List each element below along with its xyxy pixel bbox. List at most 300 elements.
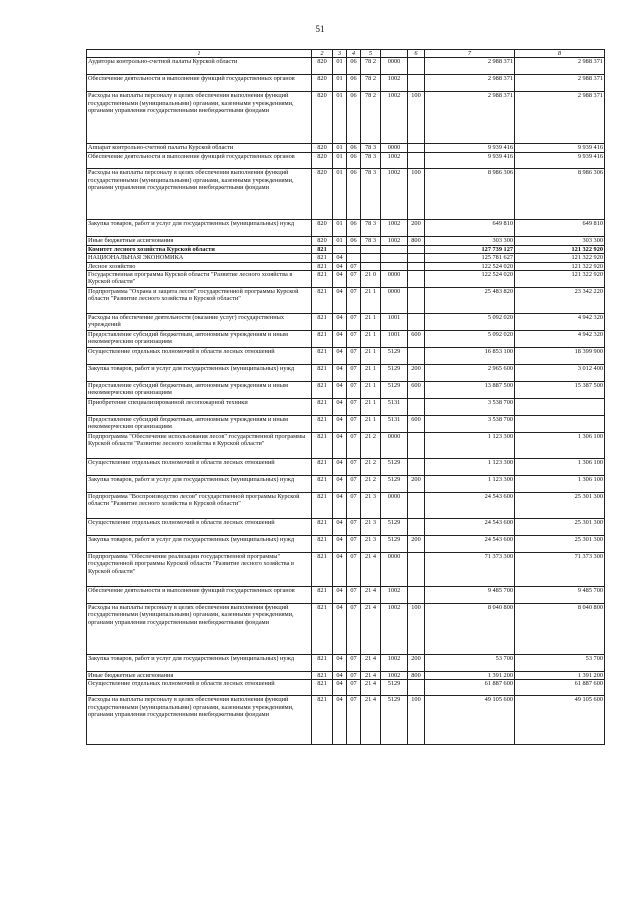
row-ministry-code: 821 [312, 365, 333, 382]
row-amount-year2: 2 988 371 [515, 75, 605, 92]
row-amount-year1: 1 123 300 [425, 433, 515, 459]
row-expense-type [408, 519, 425, 536]
row-subsection-code: 07 [347, 672, 361, 680]
row-subsection-code: 07 [347, 314, 361, 331]
row-name: Расходы на выплаты персоналу в целях обеспечения выполнения функций государственными (муниципальными) органами, казенными учреждениями, органами управления государственными внебюджетными фондами [87, 604, 312, 655]
row-amount-year2: 25 301 300 [515, 493, 605, 519]
row-program-code: 21 1 [361, 314, 381, 331]
row-expense-type [408, 459, 425, 476]
row-subsection-code: 07 [347, 382, 361, 399]
row-expense-type: 200 [408, 220, 425, 237]
row-ministry-code: 821 [312, 331, 333, 348]
row-amount-year1: 24 543 600 [425, 493, 515, 519]
row-ministry-code: 820 [312, 169, 333, 220]
row-subsection-code: 07 [347, 519, 361, 536]
row-direction-code: 0000 [381, 144, 408, 153]
row-amount-year2: 15 387 500 [515, 382, 605, 399]
row-ministry-code: 821 [312, 672, 333, 680]
row-program-code: 78 2 [361, 75, 381, 92]
row-direction-code: 1001 [381, 314, 408, 331]
row-name: Предоставление субсидий бюджетным, автономным учреждениям и иным некоммерческим организациям [87, 416, 312, 433]
row-expense-type [408, 144, 425, 153]
row-amount-year1: 3 538 700 [425, 399, 515, 416]
row-amount-year1: 649 810 [425, 220, 515, 237]
row-amount-year2: 1 306 100 [515, 476, 605, 493]
row-expense-type [408, 680, 425, 696]
row-direction-code: 1002 [381, 220, 408, 237]
header-cell-2: 2 [312, 50, 333, 58]
table-row [87, 433, 605, 459]
row-amount-year1: 127 739 127 [425, 245, 515, 253]
row-ministry-code: 821 [312, 382, 333, 399]
budget-table [86, 49, 605, 745]
row-expense-type [408, 254, 425, 262]
row-amount-year2: 121 322 920 [515, 254, 605, 262]
row-name: Аппарат контрольно-счетной палаты Курской области [87, 144, 312, 153]
row-expense-type [408, 433, 425, 459]
row-subsection-code: 07 [347, 476, 361, 493]
row-amount-year2: 23 342 220 [515, 288, 605, 314]
table-row [87, 459, 605, 476]
row-name: Закупка товаров, работ и услуг для государственных (муниципальных) нужд [87, 220, 312, 237]
table-row [87, 655, 605, 672]
row-direction-code: 5129 [381, 382, 408, 399]
row-name: Расходы на выплаты персоналу в целях обеспечения выполнения функций государственными (муниципальными) органами, казенными учреждениями, органами управления государственными внебюджетными фондами [87, 92, 312, 144]
table-row [87, 331, 605, 348]
row-section-code [333, 245, 347, 253]
row-section-code: 04 [333, 331, 347, 348]
row-expense-type: 100 [408, 169, 425, 220]
row-expense-type [408, 288, 425, 314]
row-subsection-code: 06 [347, 92, 361, 144]
row-amount-year1: 13 887 500 [425, 382, 515, 399]
row-program-code: 21 3 [361, 493, 381, 519]
row-ministry-code: 821 [312, 680, 333, 696]
row-program-code: 78 3 [361, 169, 381, 220]
row-section-code: 04 [333, 680, 347, 696]
row-amount-year2: 9 485 700 [515, 587, 605, 604]
table-row [87, 493, 605, 519]
row-section-code: 04 [333, 476, 347, 493]
row-name: Закупка товаров, работ и услуг для государственных (муниципальных) нужд [87, 476, 312, 493]
row-direction-code: 1002 [381, 655, 408, 672]
row-subsection-code: 07 [347, 331, 361, 348]
row-subsection-code [347, 245, 361, 253]
row-amount-year1: 53 700 [425, 655, 515, 672]
row-amount-year1: 24 543 600 [425, 536, 515, 553]
row-amount-year1: 5 092 020 [425, 331, 515, 348]
header-cell-1: 1 [87, 50, 312, 58]
row-subsection-code: 07 [347, 288, 361, 314]
row-program-code: 78 3 [361, 237, 381, 245]
row-section-code: 04 [333, 348, 347, 365]
row-expense-type [408, 153, 425, 169]
table-row [87, 399, 605, 416]
row-ministry-code: 821 [312, 399, 333, 416]
row-section-code: 04 [333, 536, 347, 553]
row-ministry-code: 821 [312, 348, 333, 365]
row-name: Предоставление субсидий бюджетным, автономным учреждениям и иным некоммерческим организациям [87, 331, 312, 348]
row-section-code: 04 [333, 262, 347, 270]
row-ministry-code: 821 [312, 553, 333, 587]
table-row [87, 672, 605, 680]
row-section-code: 04 [333, 519, 347, 536]
row-amount-year1: 1 391 200 [425, 672, 515, 680]
row-expense-type [408, 271, 425, 288]
table-row [87, 237, 605, 245]
header-cell-6: 6 [408, 50, 425, 58]
row-amount-year1: 2 988 371 [425, 92, 515, 144]
budget-table-body [87, 50, 605, 745]
row-expense-type: 200 [408, 536, 425, 553]
row-expense-type [408, 58, 425, 75]
row-direction-code: 5129 [381, 680, 408, 696]
row-amount-year1: 8 040 800 [425, 604, 515, 655]
row-amount-year1: 25 483 820 [425, 288, 515, 314]
row-ministry-code: 821 [312, 459, 333, 476]
row-name: Осуществление отдельных полномочий в области лесных отношений [87, 680, 312, 696]
row-direction-code: 1002 [381, 153, 408, 169]
row-expense-type: 200 [408, 476, 425, 493]
table-row [87, 220, 605, 237]
row-name: НАЦИОНАЛЬНАЯ ЭКОНОМИКА [87, 254, 312, 262]
row-direction-code [381, 245, 408, 253]
row-amount-year2: 2 988 371 [515, 58, 605, 75]
row-section-code: 04 [333, 493, 347, 519]
row-ministry-code: 820 [312, 144, 333, 153]
row-subsection-code: 06 [347, 58, 361, 75]
row-section-code: 04 [333, 553, 347, 587]
row-section-code: 04 [333, 655, 347, 672]
row-subsection-code: 07 [347, 680, 361, 696]
row-direction-code: 0000 [381, 553, 408, 587]
row-section-code: 04 [333, 416, 347, 433]
row-name: Обеспечение деятельности и выполнение функций государственных органов [87, 75, 312, 92]
row-ministry-code: 821 [312, 587, 333, 604]
table-row [87, 536, 605, 553]
row-amount-year2: 649 810 [515, 220, 605, 237]
row-section-code: 04 [333, 314, 347, 331]
row-expense-type: 200 [408, 655, 425, 672]
row-expense-type [408, 348, 425, 365]
row-expense-type [408, 314, 425, 331]
row-amount-year2: 2 988 371 [515, 92, 605, 144]
row-amount-year1: 2 965 600 [425, 365, 515, 382]
row-name: Расходы на обеспечение деятельности (оказание услуг) государственных учреждений [87, 314, 312, 331]
row-section-code: 01 [333, 92, 347, 144]
row-ministry-code: 821 [312, 519, 333, 536]
row-amount-year2: 53 700 [515, 655, 605, 672]
page-number: 51 [315, 24, 325, 34]
row-section-code: 04 [333, 399, 347, 416]
row-program-code: 21 1 [361, 382, 381, 399]
table-row [87, 604, 605, 655]
row-name: Осуществление отдельных полномочий в области лесных отношений [87, 519, 312, 536]
row-name: Расходы на выплаты персоналу в целях обеспечения выполнения функций государственными (муниципальными) органами, казенными учреждениями, органами управления государственными внебюджетными фондами [87, 169, 312, 220]
header-cell-4: 4 [347, 50, 361, 58]
row-subsection-code: 07 [347, 493, 361, 519]
row-expense-type: 100 [408, 92, 425, 144]
row-subsection-code [347, 254, 361, 262]
row-name: Иные бюджетные ассигнования [87, 672, 312, 680]
row-expense-type: 100 [408, 696, 425, 745]
header-cell-7: 7 [425, 50, 515, 58]
row-subsection-code: 07 [347, 416, 361, 433]
row-subsection-code: 07 [347, 459, 361, 476]
row-ministry-code: 821 [312, 604, 333, 655]
row-direction-code: 5129 [381, 519, 408, 536]
row-ministry-code: 821 [312, 476, 333, 493]
row-subsection-code: 06 [347, 144, 361, 153]
row-direction-code: 1002 [381, 672, 408, 680]
row-amount-year1: 3 538 700 [425, 416, 515, 433]
row-amount-year2: 3 012 400 [515, 365, 605, 382]
row-section-code: 04 [333, 254, 347, 262]
row-ministry-code: 821 [312, 262, 333, 270]
row-amount-year1: 8 986 306 [425, 169, 515, 220]
row-expense-type [408, 245, 425, 253]
header-row [87, 50, 605, 58]
table-row [87, 587, 605, 604]
row-amount-year1: 122 524 020 [425, 262, 515, 270]
row-name: Подпрограмма "Обеспечение реализации государственной программы" государственной программы Курской области "Развитие лесного хозяйства в Курской области" [87, 553, 312, 587]
row-program-code [361, 254, 381, 262]
row-program-code: 21 1 [361, 331, 381, 348]
row-expense-type [408, 493, 425, 519]
row-section-code: 04 [333, 459, 347, 476]
row-section-code: 01 [333, 169, 347, 220]
row-direction-code: 5129 [381, 348, 408, 365]
table-row [87, 696, 605, 745]
row-subsection-code: 07 [347, 399, 361, 416]
row-direction-code: 1002 [381, 587, 408, 604]
header-cell-5b [381, 50, 408, 58]
table-row [87, 382, 605, 399]
row-direction-code: 5129 [381, 696, 408, 745]
row-name: Аудиторы контрольно-счетной палаты Курской области [87, 58, 312, 75]
row-section-code: 04 [333, 433, 347, 459]
row-amount-year2: 71 373 300 [515, 553, 605, 587]
row-expense-type [408, 75, 425, 92]
row-section-code: 04 [333, 672, 347, 680]
row-direction-code: 5129 [381, 476, 408, 493]
row-program-code: 21 4 [361, 672, 381, 680]
row-amount-year1: 5 092 020 [425, 314, 515, 331]
table-row [87, 553, 605, 587]
row-amount-year2: 8 040 800 [515, 604, 605, 655]
row-name: Закупка товаров, работ и услуг для государственных (муниципальных) нужд [87, 536, 312, 553]
row-direction-code: 1002 [381, 237, 408, 245]
row-program-code: 21 0 [361, 271, 381, 288]
row-ministry-code: 821 [312, 288, 333, 314]
row-direction-code: 1001 [381, 331, 408, 348]
row-section-code: 01 [333, 58, 347, 75]
row-ministry-code: 821 [312, 655, 333, 672]
row-expense-type: 200 [408, 365, 425, 382]
row-section-code: 04 [333, 604, 347, 655]
row-ministry-code: 821 [312, 254, 333, 262]
row-subsection-code: 07 [347, 365, 361, 382]
table-row [87, 680, 605, 696]
row-name: Подпрограмма "Воспроизводство лесов" государственной программы Курской области "Развитие лесного хозяйства в Курской области" [87, 493, 312, 519]
row-name: Подпрограмма "Охрана и защита лесов" государственной программы Курской области "Развитие лесного хозяйства в Курской области" [87, 288, 312, 314]
row-name: Лесное хозяйство [87, 262, 312, 270]
row-amount-year2: 4 942 320 [515, 331, 605, 348]
row-expense-type: 600 [408, 416, 425, 433]
row-program-code [361, 262, 381, 270]
row-amount-year1: 9 485 700 [425, 587, 515, 604]
row-program-code: 21 2 [361, 433, 381, 459]
row-amount-year1: 1 123 300 [425, 459, 515, 476]
row-name: Иные бюджетные ассигнования [87, 237, 312, 245]
row-ministry-code: 821 [312, 416, 333, 433]
table-row [87, 476, 605, 493]
row-subsection-code: 07 [347, 262, 361, 270]
row-program-code: 21 4 [361, 553, 381, 587]
row-program-code: 78 2 [361, 92, 381, 144]
row-amount-year1: 71 373 300 [425, 553, 515, 587]
row-section-code: 04 [333, 587, 347, 604]
row-program-code [361, 245, 381, 253]
table-row [87, 92, 605, 144]
table-row [87, 245, 605, 253]
row-ministry-code: 821 [312, 245, 333, 253]
row-program-code: 78 3 [361, 144, 381, 153]
row-subsection-code: 07 [347, 536, 361, 553]
row-section-code: 01 [333, 144, 347, 153]
row-section-code: 04 [333, 696, 347, 745]
row-section-code: 01 [333, 75, 347, 92]
row-amount-year2: 1 306 100 [515, 433, 605, 459]
table-row [87, 416, 605, 433]
row-amount-year2: 49 105 600 [515, 696, 605, 745]
row-expense-type [408, 553, 425, 587]
row-program-code: 21 1 [361, 416, 381, 433]
row-subsection-code: 06 [347, 237, 361, 245]
row-section-code: 01 [333, 237, 347, 245]
row-section-code: 04 [333, 288, 347, 314]
row-name: Закупка товаров, работ и услуг для государственных (муниципальных) нужд [87, 365, 312, 382]
row-direction-code: 5129 [381, 365, 408, 382]
row-name: Приобретение специализированной лесопожарной техники [87, 399, 312, 416]
row-ministry-code: 821 [312, 696, 333, 745]
row-ministry-code: 821 [312, 433, 333, 459]
row-program-code: 21 1 [361, 365, 381, 382]
row-ministry-code: 820 [312, 237, 333, 245]
row-amount-year2: 8 986 306 [515, 169, 605, 220]
row-amount-year2: 121 322 920 [515, 245, 605, 253]
row-subsection-code: 07 [347, 433, 361, 459]
row-amount-year2 [515, 416, 605, 433]
table-row [87, 254, 605, 262]
row-section-code: 04 [333, 271, 347, 288]
row-expense-type: 100 [408, 604, 425, 655]
row-amount-year2: 121 322 920 [515, 271, 605, 288]
row-program-code: 21 2 [361, 476, 381, 493]
table-row [87, 58, 605, 75]
row-ministry-code: 820 [312, 153, 333, 169]
row-program-code: 21 1 [361, 288, 381, 314]
row-name: Предоставление субсидий бюджетным, автономным учреждениям и иным некоммерческим организациям [87, 382, 312, 399]
row-amount-year2: 25 301 300 [515, 536, 605, 553]
row-amount-year1: 24 543 600 [425, 519, 515, 536]
row-name: Осуществление отдельных полномочий в области лесных отношений [87, 348, 312, 365]
row-amount-year1: 303 300 [425, 237, 515, 245]
row-amount-year1: 49 105 600 [425, 696, 515, 745]
row-subsection-code: 06 [347, 220, 361, 237]
row-direction-code [381, 262, 408, 270]
table-row [87, 288, 605, 314]
row-name: Государственная программа Курской области "Развитие лесного хозяйства в Курской области" [87, 271, 312, 288]
table-row [87, 519, 605, 536]
row-ministry-code: 821 [312, 314, 333, 331]
row-section-code: 01 [333, 153, 347, 169]
row-ministry-code: 820 [312, 220, 333, 237]
row-expense-type: 800 [408, 672, 425, 680]
table-row [87, 75, 605, 92]
row-program-code: 78 3 [361, 220, 381, 237]
row-expense-type [408, 399, 425, 416]
row-amount-year2: 1 391 200 [515, 672, 605, 680]
row-ministry-code: 820 [312, 58, 333, 75]
row-direction-code: 1002 [381, 169, 408, 220]
row-name: Осуществление отдельных полномочий в области лесных отношений [87, 459, 312, 476]
header-cell-8: 8 [515, 50, 605, 58]
row-amount-year1: 2 988 371 [425, 75, 515, 92]
table-row [87, 314, 605, 331]
table-row [87, 153, 605, 169]
row-amount-year1: 9 939 416 [425, 153, 515, 169]
row-direction-code: 0000 [381, 271, 408, 288]
row-program-code: 21 4 [361, 696, 381, 745]
row-direction-code: 0000 [381, 493, 408, 519]
row-subsection-code: 07 [347, 696, 361, 745]
row-amount-year1: 1 123 300 [425, 476, 515, 493]
row-program-code: 21 1 [361, 399, 381, 416]
row-subsection-code: 06 [347, 153, 361, 169]
row-name: Комитет лесного хозяйства Курской области [87, 245, 312, 253]
row-subsection-code: 07 [347, 271, 361, 288]
row-amount-year1: 125 781 627 [425, 254, 515, 262]
table-row [87, 144, 605, 153]
row-program-code: 78 2 [361, 58, 381, 75]
row-direction-code: 1002 [381, 75, 408, 92]
row-name: Расходы на выплаты персоналу в целях обеспечения выполнения функций государственными (муниципальными) органами, казенными учреждениями, органами управления государственными внебюджетными фондами [87, 696, 312, 745]
row-name: Обеспечение деятельности и выполнение функций государственных органов [87, 587, 312, 604]
row-name: Закупка товаров, работ и услуг для государственных (муниципальных) нужд [87, 655, 312, 672]
row-section-code: 01 [333, 220, 347, 237]
row-expense-type [408, 262, 425, 270]
row-subsection-code: 07 [347, 348, 361, 365]
row-section-code: 04 [333, 382, 347, 399]
table-row [87, 262, 605, 270]
row-section-code: 04 [333, 365, 347, 382]
row-amount-year1: 2 988 371 [425, 58, 515, 75]
row-name: Обеспечение деятельности и выполнение функций государственных органов [87, 153, 312, 169]
row-amount-year2: 9 939 416 [515, 153, 605, 169]
row-direction-code: 1002 [381, 604, 408, 655]
row-amount-year1: 16 853 100 [425, 348, 515, 365]
row-ministry-code: 821 [312, 271, 333, 288]
row-ministry-code: 820 [312, 75, 333, 92]
row-subsection-code: 07 [347, 655, 361, 672]
row-amount-year2: 18 399 900 [515, 348, 605, 365]
row-amount-year2: 121 322 920 [515, 262, 605, 270]
row-direction-code [381, 254, 408, 262]
row-direction-code: 5131 [381, 399, 408, 416]
row-direction-code: 0000 [381, 58, 408, 75]
row-amount-year2: 4 942 320 [515, 314, 605, 331]
